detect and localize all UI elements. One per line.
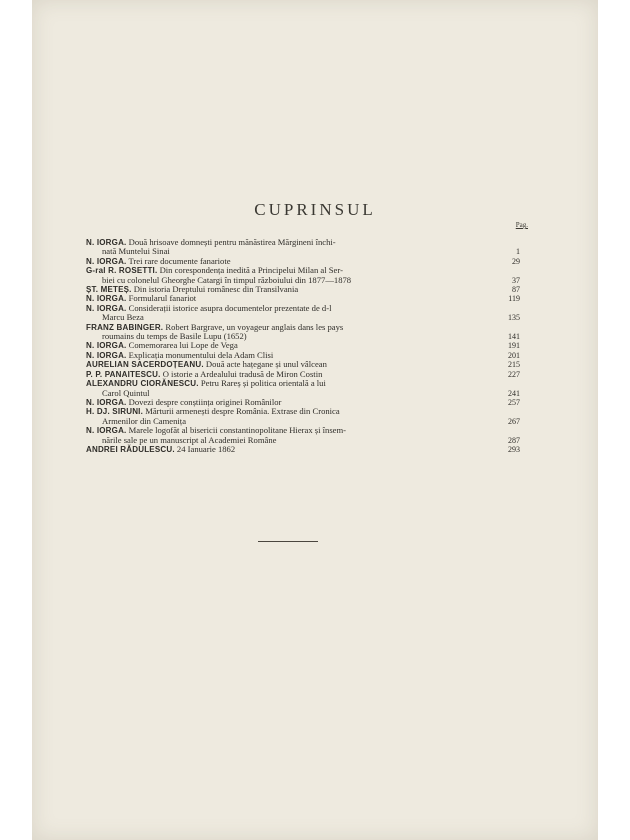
page-column-header: Pag. — [515, 221, 528, 229]
toc-entry-line — [86, 379, 520, 388]
toc-author: N. IORGA. — [86, 426, 127, 436]
toc-title: Robert Bargrave, un voyageur anglais dans les pays — [165, 321, 344, 332]
toc-author: ANDREI RĂDULESCU. — [86, 444, 175, 454]
toc-title: Formularul fanariot — [128, 293, 197, 304]
toc-author: N. IORGA. — [86, 256, 127, 266]
toc-title: Trei rare documente fanariote — [128, 255, 231, 266]
toc-title: Două acte hațegane și unul vâlcean — [205, 359, 327, 370]
toc-title: Dovezi despre conștiința originei Românilor — [128, 396, 282, 407]
toc-page-number: 241 — [508, 388, 520, 398]
toc-page-number: 215 — [508, 360, 520, 370]
toc-title: Comemorarea lui Lope de Vega — [128, 340, 238, 351]
toc-entry-line — [86, 436, 520, 445]
toc-entry-line — [86, 304, 520, 313]
toc-page-number: 287 — [508, 435, 520, 445]
toc-title: nările sale pe un manuscript al Academiei Române — [102, 434, 277, 445]
toc-title: Explicația monumentului dela Adam Clisi — [128, 349, 274, 360]
toc-title: Din corespondența inedită a Principelui Milan al Ser- — [159, 265, 343, 276]
toc-title: Marele logofăt al bisericii constantinopolitane Hierax și însem- — [128, 425, 347, 436]
toc-title: nată Muntelui Sinai — [102, 246, 170, 257]
toc-title: Mărturii armenești despre România. Extrase din Cronica — [145, 406, 340, 417]
toc-title: Două hrisoave domnești pentru mănăstirea Mărgineni închi- — [128, 237, 336, 247]
toc-title: O istorie a Ardealului tradusă de Miron Costin — [162, 368, 323, 379]
closing-rule — [258, 541, 318, 542]
toc-page-number: 191 — [508, 341, 520, 351]
toc-page-number: 141 — [508, 332, 520, 342]
toc-author: G-ral R. ROSETTI. — [86, 266, 158, 276]
toc-author: N. IORGA. — [86, 303, 127, 313]
table-of-contents — [86, 238, 520, 454]
toc-entry-text — [86, 445, 496, 454]
toc-title: 24 Ianuarie 1862 — [176, 443, 236, 454]
toc-title: biei cu colonelul Gheorghe Catargi în timpul războiului din 1877—1878 — [102, 274, 352, 285]
toc-title: Carol Quintul — [102, 387, 150, 398]
page-title: CUPRINSUL — [254, 200, 376, 219]
toc-entry-line — [86, 445, 520, 454]
toc-entry-text — [86, 304, 496, 313]
toc-page-number: 267 — [508, 416, 520, 426]
toc-author: N. IORGA. — [86, 238, 127, 247]
toc-author: N. IORGA. — [86, 397, 127, 407]
toc-title: Din istoria Dreptului românesc din Transilvania — [133, 284, 299, 295]
toc-page-number: 227 — [508, 369, 520, 379]
toc-title: Petru Rareș și politica orientală a lui — [200, 378, 326, 389]
toc-page-number: 257 — [508, 397, 520, 407]
toc-title: Considerații istorice asupra documentelor prezentate de d-l — [128, 302, 332, 313]
toc-title: Marcu Beza — [102, 312, 144, 323]
toc-page-number: 119 — [508, 294, 520, 304]
toc-author: H. DJ. SIRUNI. — [86, 407, 144, 417]
toc-author: N. IORGA. — [86, 294, 127, 304]
toc-author: AURELIAN SACERDOȚEANU. — [86, 360, 204, 370]
toc-author: N. IORGA. — [86, 350, 127, 360]
book-page — [32, 0, 598, 840]
toc-page-number: 201 — [508, 350, 520, 360]
toc-page-number: 135 — [508, 313, 520, 323]
toc-author: N. IORGA. — [86, 341, 127, 351]
toc-author: FRANZ BABINGER. — [86, 322, 164, 332]
toc-page-number: 293 — [508, 444, 520, 454]
toc-title: roumains du temps de Basile Lupu (1652) — [102, 331, 247, 342]
toc-title: Armenilor din Camenița — [102, 415, 187, 426]
toc-entry-text — [86, 436, 496, 445]
toc-page-number: 29 — [512, 256, 520, 266]
toc-author: P. P. PANAITESCU. — [86, 369, 161, 379]
toc-author: ALEXANDRU CIORĂNESCU. — [86, 379, 199, 389]
toc-page-number: 37 — [512, 275, 520, 285]
toc-author: ȘT. METEȘ. — [86, 285, 132, 295]
toc-page-number: 87 — [512, 285, 520, 295]
toc-page-number: 1 — [516, 247, 520, 257]
